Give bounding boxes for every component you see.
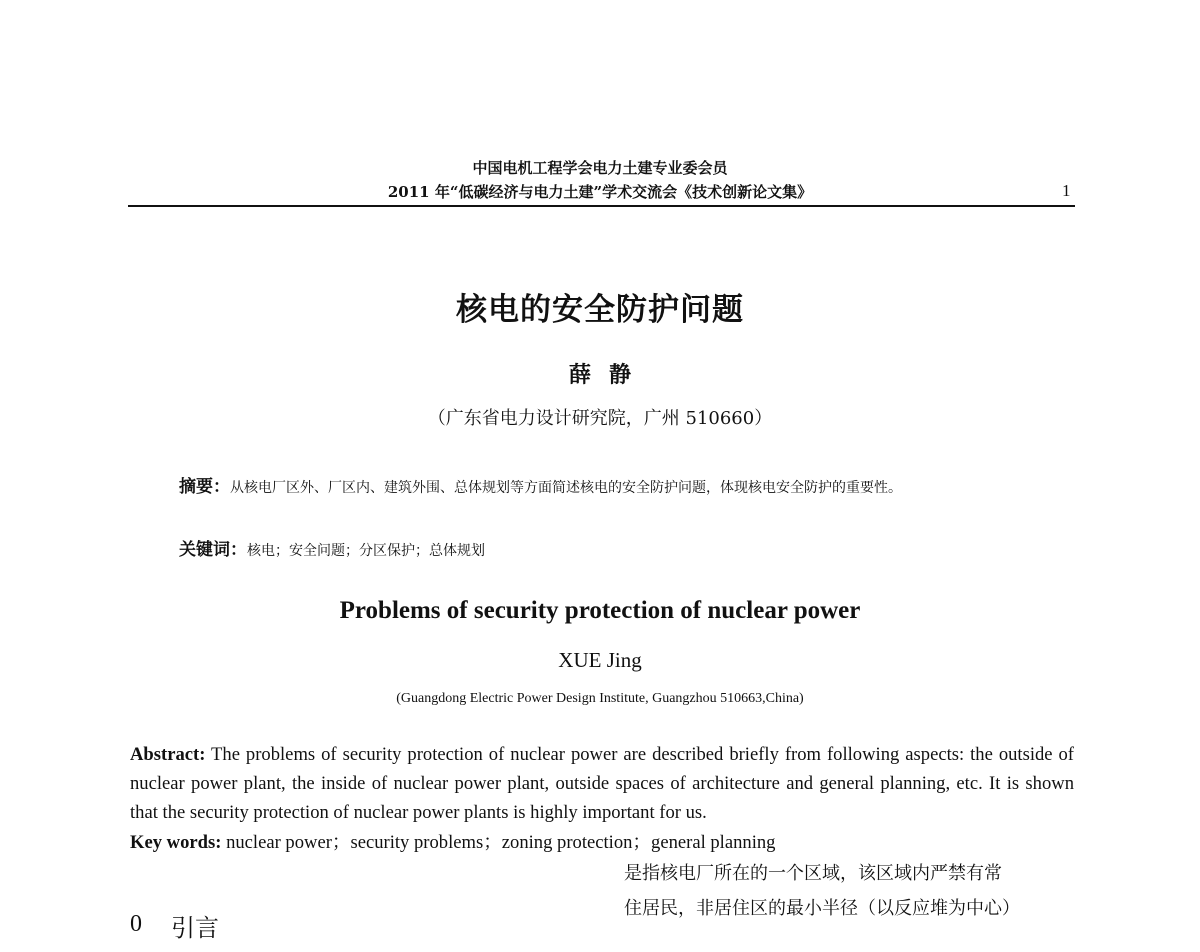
keywords-en (130, 828, 775, 854)
running-header-proceedings: 2011 年“低碳经济与电力土建”学术交流会《技术创新论文集》 (387, 183, 813, 201)
abstract-zh-label: 摘要： (179, 477, 230, 497)
abstract-zh-text: 从核电厂区外、厂区内、建筑外围、总体规划等方面简述核电的安全防护问题，体现核电安全防护的重要性。 (230, 480, 902, 496)
abstract-en-text: The problems of security protection of nuclear power are described briefly from following aspects: the outside of nuclear power plant, the inside of nuclear power plant, outside spaces of architecture and general planning, etc. It is shown that the security protection of nuclear power plants is highly important for us. (130, 744, 1075, 823)
keywords-en-text: nuclear power；security problems；zoning protection；general planning (226, 832, 776, 853)
abstract-zh (179, 471, 1049, 505)
keywords-zh-label: 关键词： (179, 540, 247, 560)
paper-title-zh: 核电的安全防护问题 (456, 292, 744, 328)
header-rule (128, 205, 1075, 207)
affiliation-zh: （广东省电力设计研究院，广州 510660） (427, 408, 773, 429)
keywords-en-label: Key words: (130, 832, 222, 853)
abstract-en-label: Abstract: (130, 744, 206, 765)
affiliation-en: (Guangdong Electric Power Design Institute, Guangzhou 510663,China) (396, 691, 804, 706)
abstract-en (130, 740, 1074, 827)
keywords-zh-text: 核电；安全问题；分区保护；总体规划 (247, 543, 485, 559)
running-header-society: 中国电机工程学会电力土建专业委会员 (472, 159, 728, 177)
section-number: 0 (130, 911, 142, 937)
author-en: XUE Jing (558, 648, 642, 672)
paper-title-en: Problems of security protection of nuclear power (339, 597, 861, 624)
section-title: 引言 (171, 914, 219, 942)
page-number: 1 (1062, 181, 1071, 200)
author-zh: 薛静 (568, 362, 649, 388)
body-text-line: 是指核电厂所在的一个区域，该区域内严禁有常 (624, 863, 1002, 884)
body-text-right-column (624, 856, 1079, 926)
keywords-zh (179, 535, 485, 560)
body-text-line: 住居民，非居住区的最小半径（以反应堆为中心） (624, 898, 1020, 919)
